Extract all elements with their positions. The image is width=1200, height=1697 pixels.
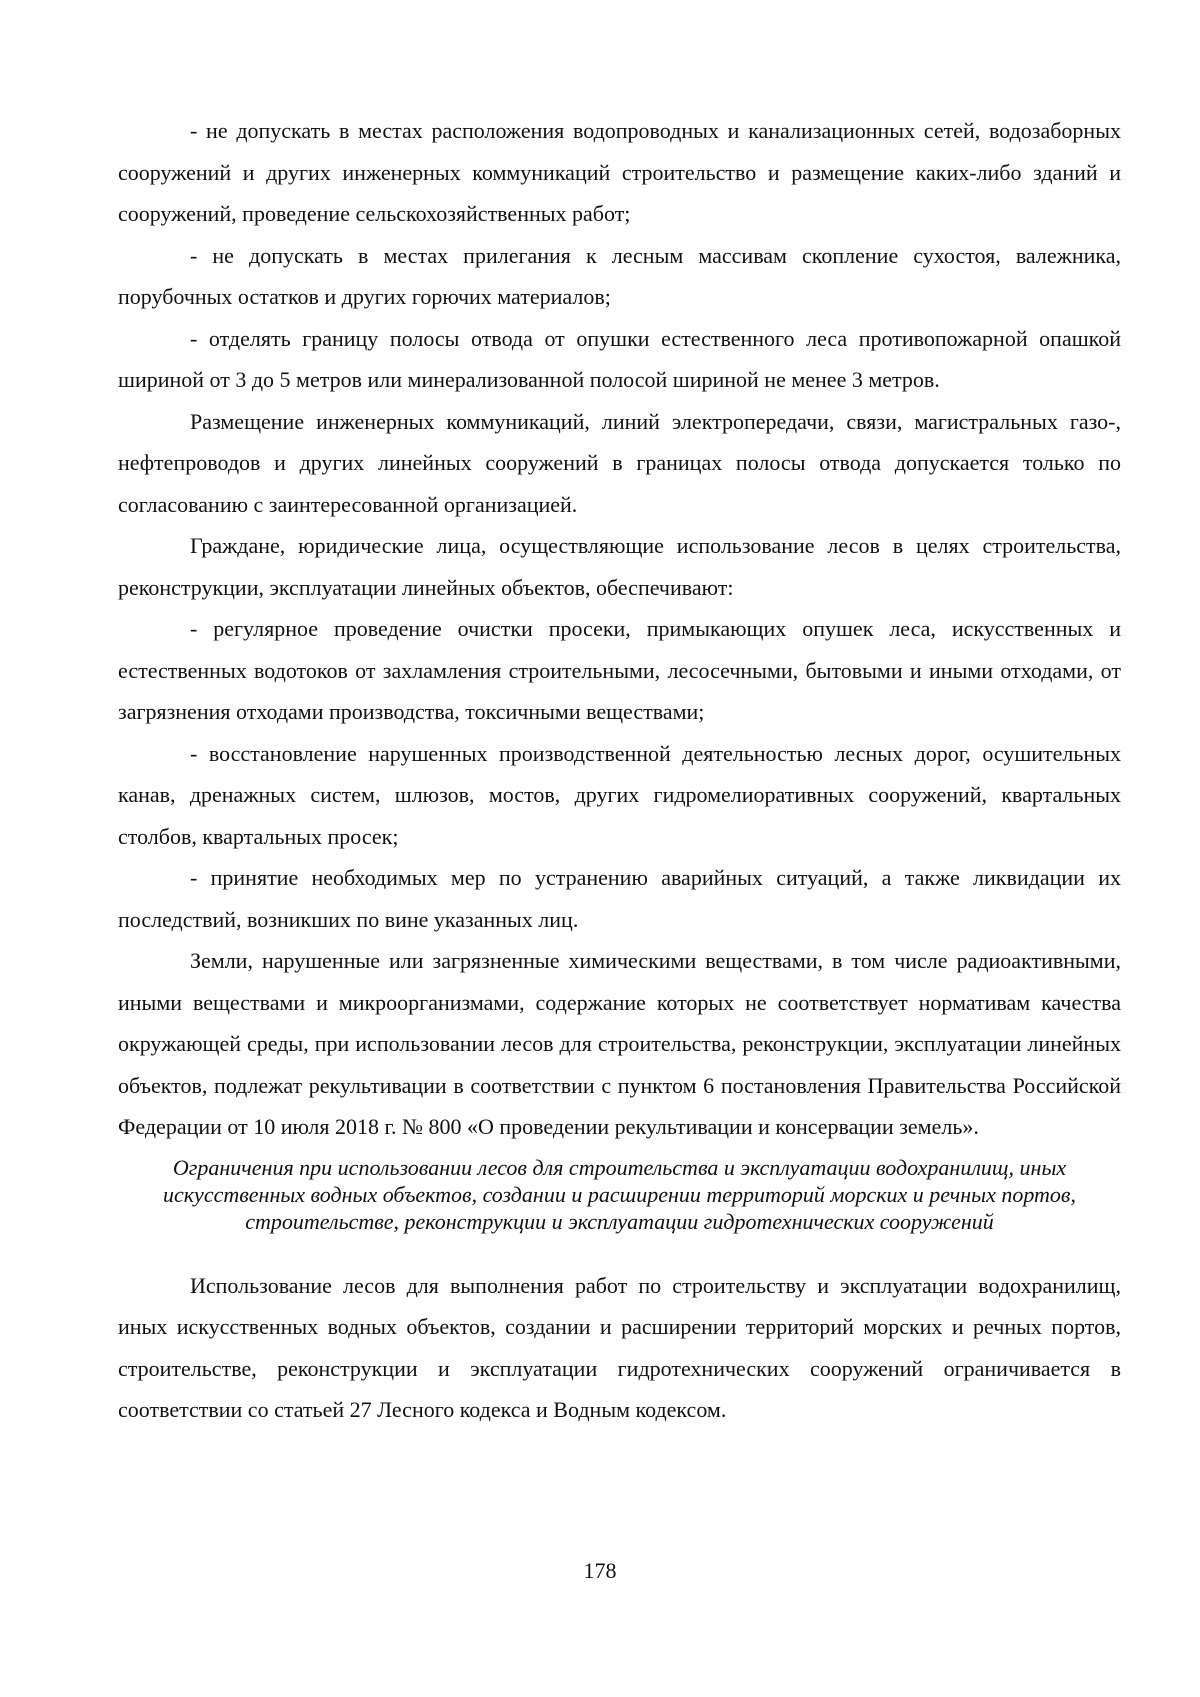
paragraph-firebreak-separation: - отделять границу полосы отвода от опушки естественного леса противопожарной опашкой шириной от 3 до 5 метров или минерализованной полосой шириной не менее 3 метров. — [118, 325, 1121, 392]
paragraph-emergency-measures: - принятие необходимых мер по устранению аварийных ситуаций, а также ликвидации их последствий, возникших по вине указанных лиц. — [118, 865, 1121, 932]
paragraph-utilities-placement: Размещение инженерных коммуникаций, линий электропередачи, связи, магистральных газо-, нефтепроводов и других линейных сооружений в границах полосы отвода допускается только по согласованию с заинтересованной организацией. — [118, 408, 1121, 517]
paragraph-no-deadwood-accumulation: - не допускать в местах прилегания к лесным массивам скопление сухостоя, валежника, порубочных остатков и других горючих материалов; — [118, 242, 1121, 309]
page-number: 178 — [583, 1558, 617, 1583]
page-content — [118, 110, 1121, 1431]
paragraph-restoration: - восстановление нарушенных производственной деятельностью лесных дорог, осушительных канав, дренажных систем, шлюзов, мостов, других гидромелиоративных сооружений, квартальных столбов, квартальных просек; — [118, 740, 1121, 849]
paragraph-obligations-intro: Граждане, юридические лица, осуществляющие использование лесов в целях строительства, реконструкции, эксплуатации линейных объектов, обеспечивают: — [118, 533, 1121, 600]
section-heading: Ограничения при использовании лесов для строительства и эксплуатации водохранилищ, иных искусственных водных объектов, создании и расширении территорий морских и речных портов, строительстве, реконструкции и эксплуатации гидротехнических сооружений — [163, 1154, 1076, 1234]
paragraph-no-construction-near-networks: - не допускать в местах расположения водопроводных и канализационных сетей, водозаборных сооружений и других инженерных коммуникаций строительство и размещение каких-либо зданий и сооружений, проведение сельскохозяйственных работ; — [118, 118, 1121, 226]
paragraph-land-reclamation: Земли, нарушенные или загрязненные химическими веществами, в том числе радиоактивными, иными веществами и микроорганизмами, содержание которых не соответствует нормативам качества окружающей среды, при использовании лесов для строительства, реконструкции, эксплуатации линейных объектов, подлежат рекультивации в соответствии с пунктом 6 постановления Правительства Российской Федерации от 10 июля 2018 г. № 800 «О проведении рекультивации и консервации земель». — [118, 948, 1121, 1139]
paragraph-clearing-waste: - регулярное проведение очистки просеки, примыкающих опушек леса, искусственных и естественных водотоков от захламления строительными, лесосечными, бытовыми и иными отходами, от загрязнения отходами производства, токсичными веществами; — [118, 616, 1121, 724]
paragraph-water-objects-restriction: Использование лесов для выполнения работ по строительству и эксплуатации водохранилищ, иных искусственных водных объектов, создании и расширении территорий морских и речных портов, строительстве, реконструкции и эксплуатации гидротехнических сооружений ограничивается в соответствии со статьей 27 Лесного кодекса и Водным кодексом. — [118, 1272, 1121, 1422]
